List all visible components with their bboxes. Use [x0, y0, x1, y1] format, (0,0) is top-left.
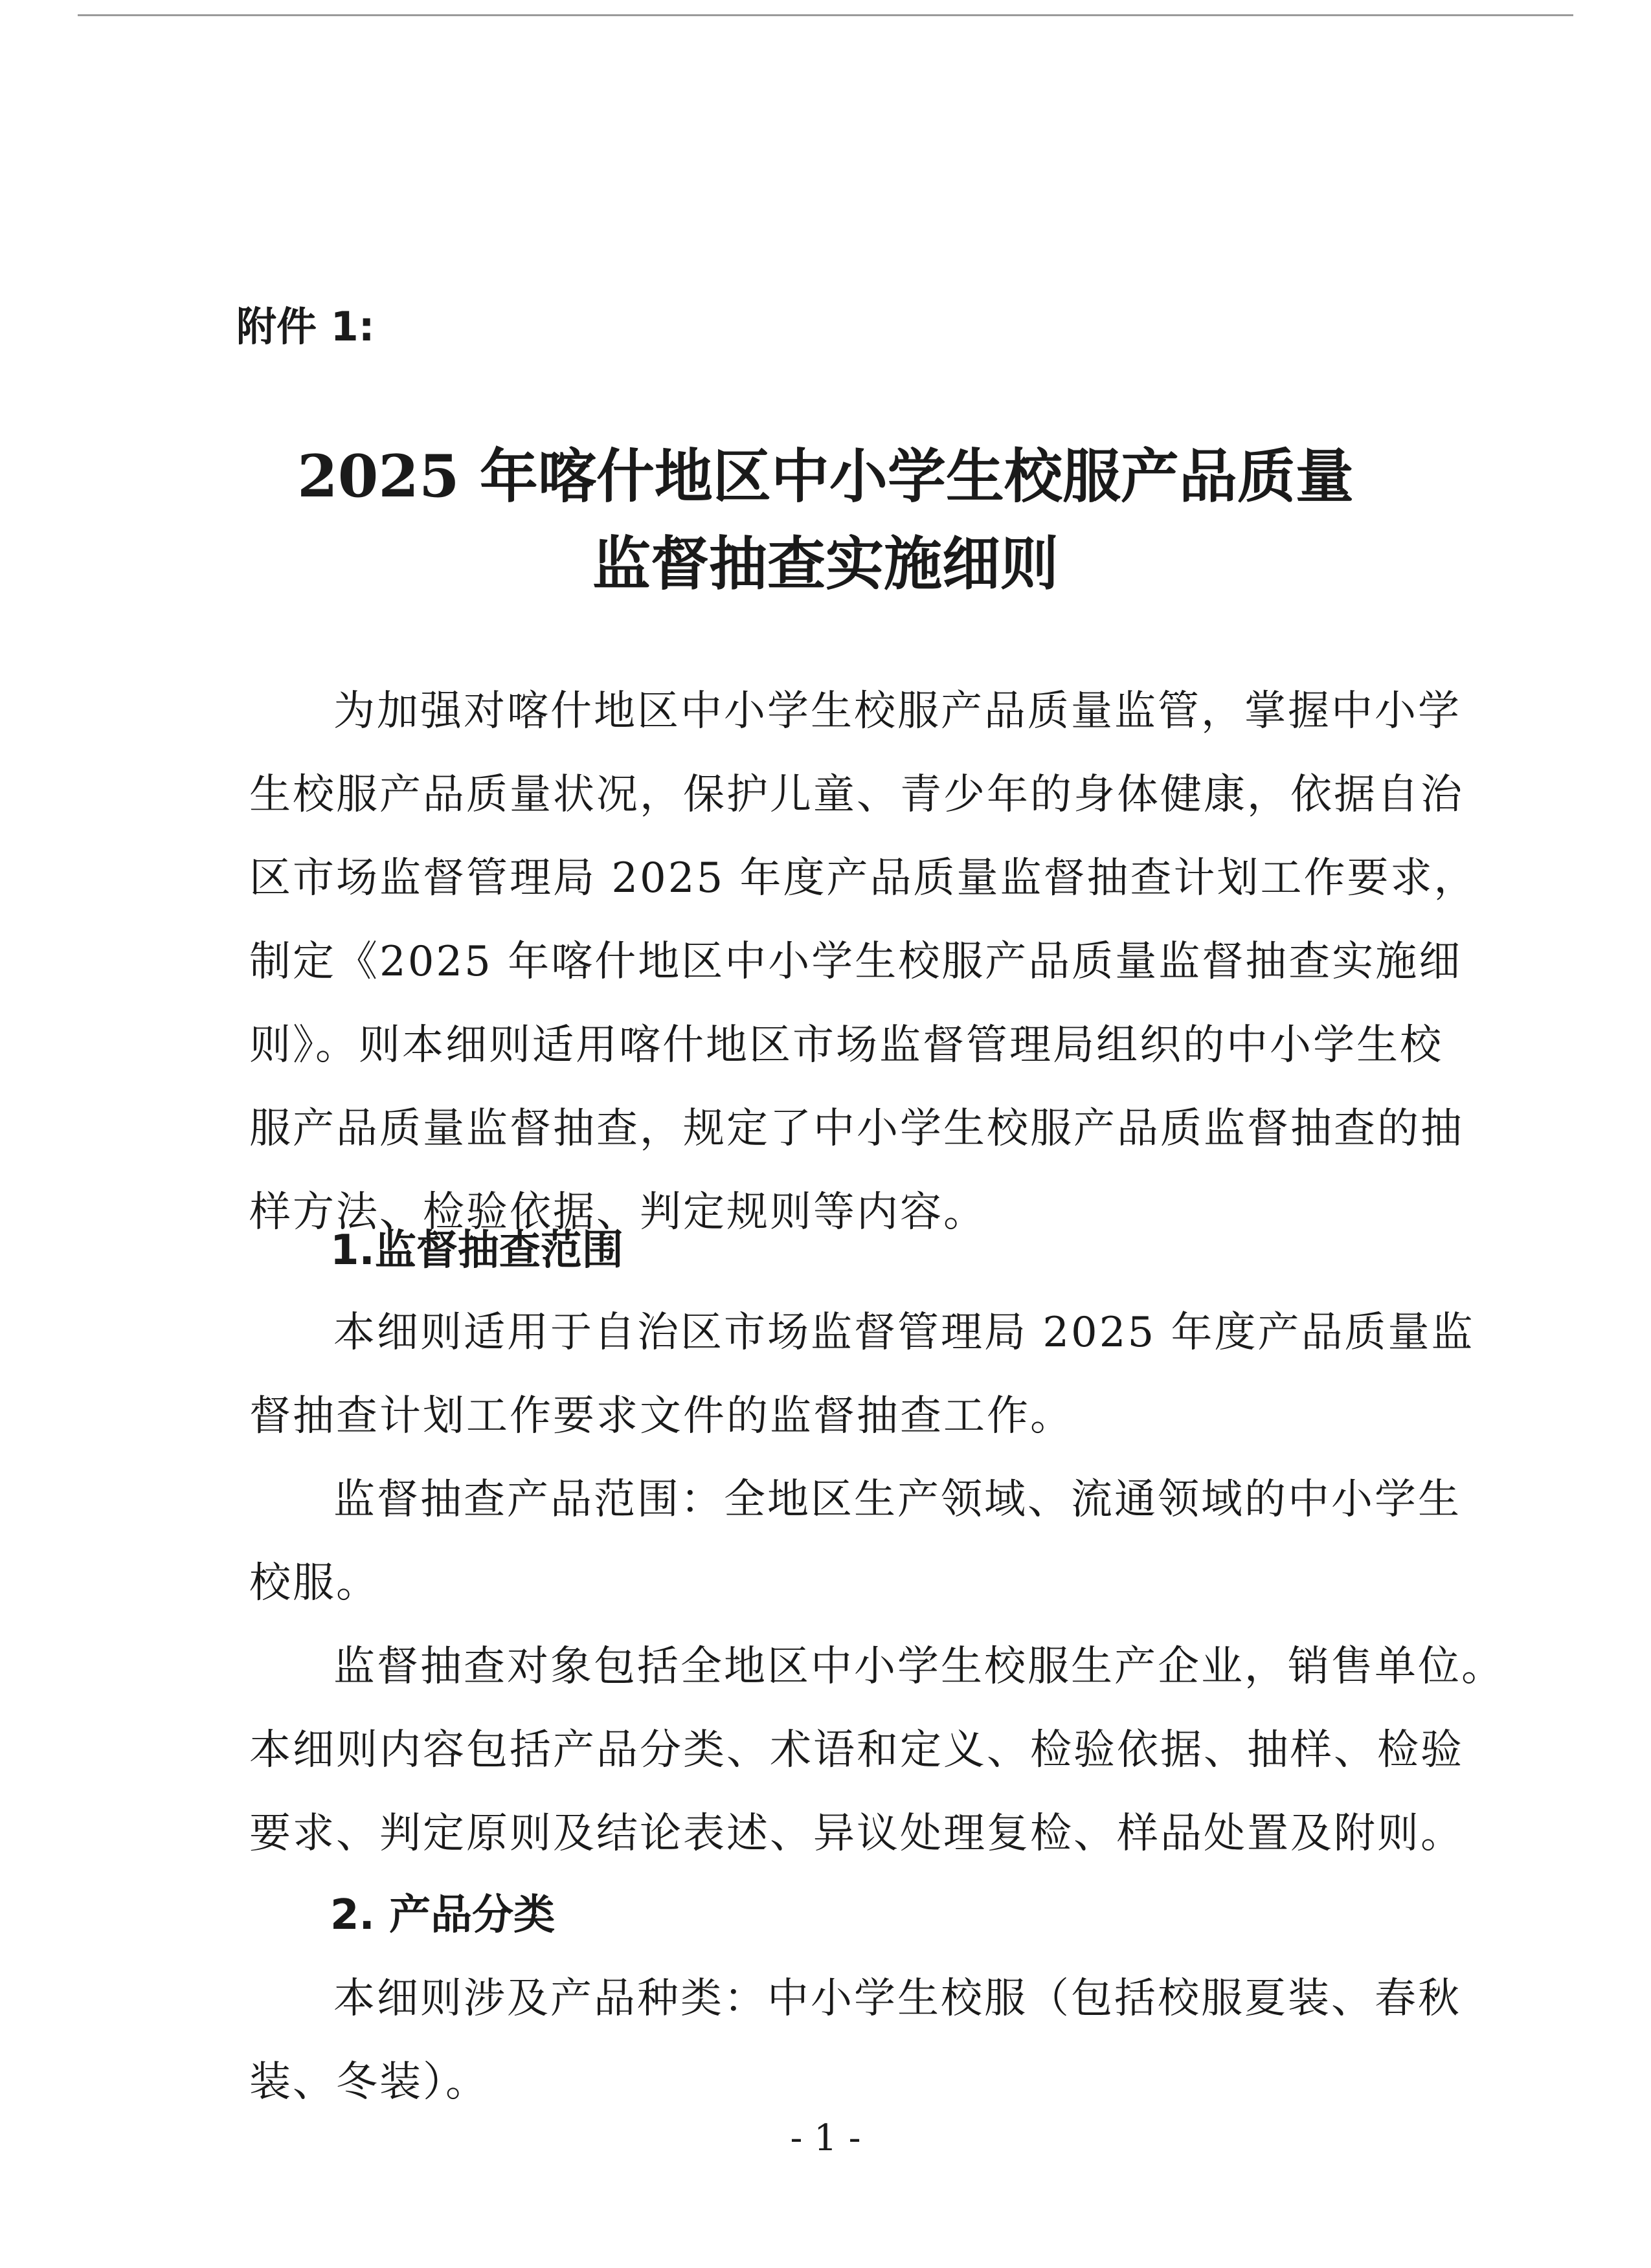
intro-line: 样方法、检验依据、判定规则等内容。	[249, 1188, 987, 1236]
intro-line: 服产品质量监督抽查，规定了中小学生校服产品质监督抽查的抽	[249, 1105, 1464, 1153]
attachment-label: 附件 1:	[236, 303, 375, 350]
page-number: - 1 -	[790, 2117, 861, 2159]
paragraph-line: 校服。	[249, 1559, 379, 1607]
document-title-line-2: 监督抽查实施细则	[592, 529, 1059, 598]
intro-line: 区市场监督管理局 2025 年度产品质量监督抽查计划工作要求，	[249, 854, 1477, 902]
paragraph-line: 本细则涉及产品种类：中小学生校服（包括校服夏装、春秋	[333, 1975, 1461, 2023]
document-title-line-1: 2025 年喀什地区中小学生校服产品质量	[297, 442, 1354, 511]
scan-top-rule	[78, 14, 1573, 16]
paragraph-line: 本细则适用于自治区市场监督管理局 2025 年度产品质量监	[333, 1309, 1475, 1357]
paragraph-line: 监督抽查产品范围：全地区生产领域、流通领域的中小学生	[333, 1476, 1461, 1524]
intro-line: 制定《2025 年喀什地区中小学生校服产品质量监督抽查实施细	[249, 938, 1463, 986]
section-2-heading: 2. 产品分类	[330, 1891, 556, 1939]
intro-line: 则》。则本细则适用喀什地区市场监督管理局组织的中小学生校	[249, 1021, 1443, 1069]
intro-line: 为加强对喀什地区中小学生校服产品质量监管，掌握中小学	[333, 687, 1461, 735]
paragraph-line: 本细则内容包括产品分类、术语和定义、检验依据、抽样、检验	[249, 1726, 1464, 1774]
paragraph-line: 要求、判定原则及结论表述、异议处理复检、样品处置及附则。	[249, 1810, 1464, 1858]
paragraph-line: 装、冬装）。	[249, 2058, 489, 2106]
intro-line: 生校服产品质量状况，保护儿童、青少年的身体健康，依据自治	[249, 771, 1464, 819]
section-1-heading: 1.监督抽查范围	[330, 1227, 623, 1274]
paragraph-line: 督抽查计划工作要求文件的监督抽查工作。	[249, 1392, 1073, 1440]
paragraph-line: 监督抽查对象包括全地区中小学生校服生产企业，销售单位。	[333, 1643, 1505, 1691]
